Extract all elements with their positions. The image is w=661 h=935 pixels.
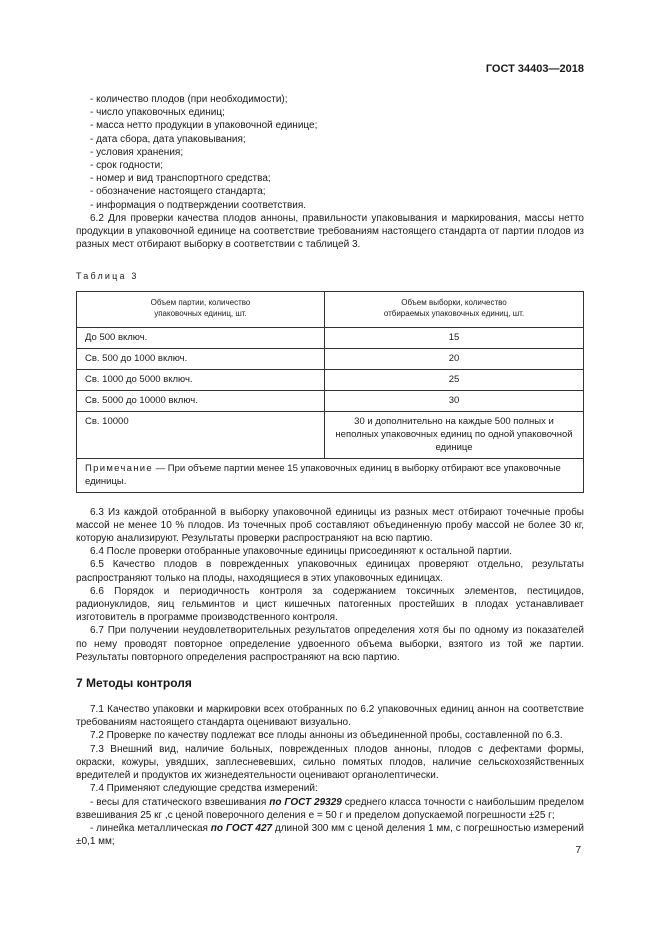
paragraph-6-4: 6.4 После проверки отобранные упаковочные единицы присоединяют к остальной партии. (90, 546, 513, 558)
table-row (77, 411, 584, 458)
paragraph-6-6: 6.6 Порядок и периодичность контроля за содержанием токсичных элементов, пестицидов, радионуклидов, яиц гельминтов и цист кишечных патогенных простейших в плодах устанавливает изготовитель в программе производственного контроля. (76, 585, 584, 624)
measuring-item-ruler: - линейка металлическая по ГОСТ 427 длиной 300 мм с ценой деления 1 мм, с погрешностью измерений ±0,1 мм; (76, 822, 584, 848)
table-cell: 25 (325, 369, 584, 390)
table-row (77, 369, 584, 390)
table-cell: Св. 1000 до 5000 включ. (77, 369, 325, 390)
paragraph-6-3: 6.3 Из каждой отобранной в выборку упаковочной единицы из разных мест отбирают точечные пробы массой не менее 10 % плодов. Из точечных проб составляют объединенную пробу массой не более 30 кг, которую анализируют. Результаты проверки распространяют на всю партию. (76, 506, 584, 545)
list-item: - масса нетто продукции в упаковочной единице; (90, 120, 318, 132)
section-7-heading: 7 Методы контроля (76, 676, 192, 691)
standard-reference-link: по ГОСТ 29329 (269, 796, 342, 808)
table-note (77, 458, 584, 492)
table-cell: Св. 10000 (77, 411, 325, 458)
standard-reference-link: по ГОСТ 427 (210, 822, 273, 834)
table-cell: 30 и дополнительно на каждые 500 полных и неполных упаковочных единиц по одной упаковочной единице (325, 411, 584, 458)
table-row (77, 327, 584, 348)
table-note-row (77, 458, 584, 492)
paragraph-6-2: 6.2 Для проверки качества плодов анноны, правильности упаковывания и маркирования, массы нетто продукции в упаковочной единице на соответствие требованиям настоящего стандарта от партии плодов из разных мест отбирают выборку в соответствии с таблицей 3. (76, 212, 584, 251)
table-cell: Св. 500 до 1000 включ. (77, 348, 325, 369)
paragraph-7-4: 7.4 Применяют следующие средства измерений: (90, 783, 318, 795)
note-label: Примечание (85, 462, 153, 474)
page-content (76, 93, 584, 848)
table-cell: 20 (325, 348, 584, 369)
table-caption: Таблица 3 (76, 271, 139, 282)
list-item: - информация о подтверждении соответствия. (90, 199, 307, 211)
table-cell: До 500 включ. (77, 327, 325, 348)
sample-size-table (76, 291, 584, 493)
paragraph-6-5: 6.5 Качество плодов в поврежденных упаковочных единицах проверяют отдельно, результаты распространяют только на плоды, находящиеся в этих упаковочных единицах. (76, 559, 584, 584)
list-item: - количество плодов (при необходимости); (90, 94, 288, 105)
list-item: - число упаковочных единиц; (90, 107, 225, 119)
list-item: - номер и вид транспортного средства; (90, 173, 271, 185)
paragraph-7-3: 7.3 Внешний вид, наличие больных, поврежденных плодов анноны, плодов с дефектами формы, окраски, кожуры, увядших, заплесневевших, сильно помятых плодов, наличие сельскохозяйственных вредителей и продуктов их жизнедеятельности оценивают органолептически. (76, 743, 584, 782)
document-code: ГОСТ 34403—2018 (485, 63, 584, 75)
paragraph-6-7: 6.7 При получении неудовлетворительных результатов определения хотя бы по одному из показателей по нему проводят повторное определение удвоенного объема выборки, взятого из той же партии. Результаты повторного определения распространяют на всю партию. (76, 625, 584, 663)
list-item: - дата сбора, дата упаковывания; (90, 133, 246, 145)
paragraph-7-2: 7.2 Проверке по качеству подлежат все плоды анноны из объединенной пробы, составленной по 6.3. (90, 730, 563, 742)
table-header-row (77, 291, 584, 327)
page-number: 7 (575, 845, 581, 856)
paragraph-7-1: 7.1 Качество упаковки и маркировки всех отобранных по 6.2 упаковочных единиц аннон на соответствие требованиям настоящего стандарта оценивают визуально. (76, 704, 584, 729)
list-item: - условия хранения; (90, 146, 184, 158)
table-cell: Св. 5000 до 10000 включ. (77, 390, 325, 411)
table-cell: 30 (325, 390, 584, 411)
note-text: — При объеме партии менее 15 упаковочных единиц в выборку отбирают все упаковочные единицы. (85, 462, 561, 487)
table-row (77, 390, 584, 411)
measuring-item-scales: - весы для статического взвешивания по ГОСТ 29329 среднего класса точности с наибольшим пределом взвешивания 25 кг ,с ценой поверочного деления е = 50 г и пределом допускаемой погрешности ±25 г; (76, 796, 584, 821)
list-item: - срок годности; (90, 160, 164, 172)
marking-list (76, 93, 584, 212)
column-header-lot-size: Объем партии, количество упаковочных единиц, шт. (77, 291, 325, 327)
list-item: - обозначение настоящего стандарта; (90, 186, 266, 198)
column-header-sample-size: Объем выборки, количество отбираемых упаковочных единиц, шт. (325, 291, 584, 327)
table-cell: 15 (325, 327, 584, 348)
table-row (77, 348, 584, 369)
